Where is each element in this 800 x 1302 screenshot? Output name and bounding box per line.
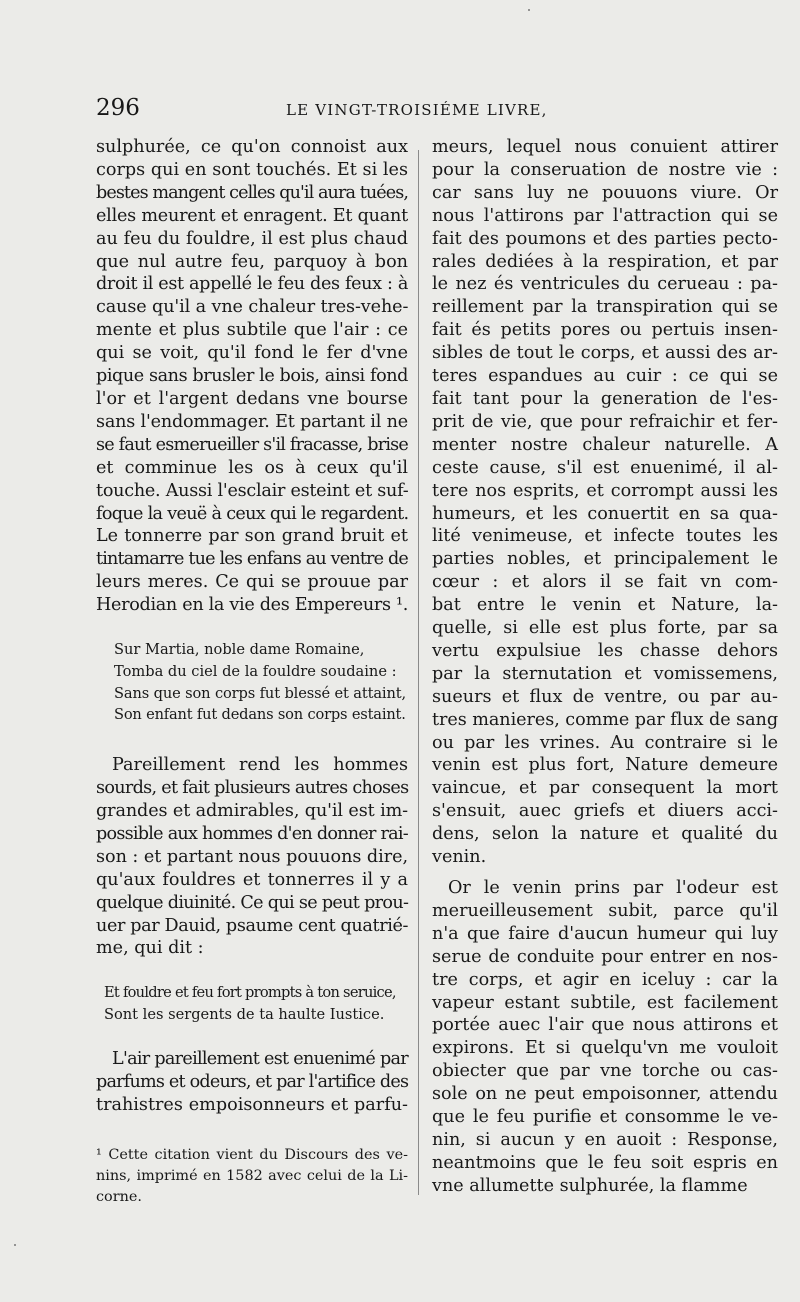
verse-line: Sur Martia, noble dame Romaine, [114,641,365,659]
text-line: elles meurent et enragent. Et quant [96,205,408,226]
footnote-line: corne. [96,1188,142,1205]
text-line: tres manieres, comme par flux de sang [432,709,779,730]
text-line: l'or et l'argent dedans vne bourse [96,388,408,409]
verse-line: Son enfant fut dedans son corps estaint. [114,706,406,724]
text-line: sueurs et flux de ventre, ou par au- [432,686,778,707]
text-line: car sans luy ne pouuons viure. Or [432,182,778,203]
text-line: lité venimeuse, et infecte toutes les [432,526,778,547]
text-line: qui se voit, qu'il fond le fer d'vne [96,343,408,364]
text-line: tere nos esprits, et corrompt aussi les [432,480,778,501]
verse-line: Sont les sergents de ta haulte Iustice. [104,1006,385,1024]
text-line: nous l'attirons par l'attraction qui se [432,205,778,226]
text-line: que le feu purifie et consomme le ve- [432,1107,778,1128]
text-line: venin est plus fort, Nature demeure [432,755,778,776]
text-line: vertu expulsiue les chasse dehors [432,640,778,661]
text-line: sole on ne peut empoisonner, attendu [432,1084,778,1105]
text-line: teres espandues au cuir : ce qui se [432,366,778,387]
text-line: Herodian en la vie des Empereurs ¹. [96,595,409,616]
left-paragraph-1 [96,136,408,617]
text-line: vne allumette sulphurée, la flamme [432,1175,748,1196]
text-line: vaincue, et par consequent la mort [432,778,778,799]
text-line: bat entre le venin et Nature, la- [432,595,778,616]
footnote-line: nins, imprimé en 1582 avec celui de la Li- [96,1167,408,1184]
text-line: au feu du fouldre, il est plus chaud [96,228,408,249]
text-line: dens, selon la nature et qualité du [432,824,778,845]
text-line: sibles de tout le corps, et aussi des ar- [432,343,778,364]
text-line: leurs meres. Ce qui se prouue par [96,572,408,593]
text-line: corps qui en sont touchés. Et si les [96,159,408,180]
text-line: ou par les vrines. Au contraire si le [432,732,778,753]
quoted-verse-psalm [104,982,408,1026]
text-line: me, qui dit : [96,938,204,959]
text-line: Or le venin prins par l'odeur est [448,878,778,898]
text-line: par la sternutation et vomissemens, [432,663,778,684]
text-line: pique sans brusler le bois, ainsi fond [96,366,408,387]
text-line: merueilleusement subit, parce qu'il [432,900,778,921]
page-number: 296 [96,95,140,121]
text-line: Pareillement rend les hommes [112,755,408,776]
footnote-line: ¹ Cette citation vient du Discours des ve- [96,1146,408,1163]
text-line: quelle, si elle est plus forte, par sa [432,618,778,639]
right-column [432,136,778,1198]
text-line: reillement par la transpiration qui se [432,297,778,318]
left-column [96,136,408,1208]
text-line: nin, si aucun y en auoit : Response, [432,1129,778,1150]
text-line: mente et plus subtile que l'air : ce [96,320,408,341]
text-line: sourds, et fait plusieurs autres choses [96,778,409,799]
text-line: qu'aux fouldres et tonnerres il y a [96,869,408,890]
right-paragraph-1 [432,136,778,869]
text-line: vapeur estant subtile, est facilement [432,992,778,1013]
text-line: L'air pareillement est enuenimé par [112,1048,408,1069]
text-line: et comminue les os à ceux qu'il [96,457,408,478]
text-line: obiecter que par vne torche ou cas- [432,1061,778,1082]
text-line: rales dediées à la respiration, et par [432,251,778,272]
text-line: sans l'endommager. Et partant il ne [96,411,408,432]
text-line: n'a que faire d'aucun humeur qui luy [432,923,778,944]
text-line: menter nostre chaleur naturelle. A [432,434,778,455]
text-line: pour la conseruation de nostre vie : [432,159,778,180]
text-line: foque la veuë à ceux qui le regardent. [96,503,409,524]
text-line: son : et partant nous pouuons dire, [96,846,409,867]
column-divider [418,150,419,1195]
text-line: uer par Dauid, psaume cent quatrié- [96,915,409,936]
text-line: sulphurée, ce qu'on connoist aux [96,137,408,157]
text-line: cause qu'il a vne chaleur tres-vehe- [96,297,409,318]
text-line: se faut esmerueiller s'il fracasse, brise [96,434,408,455]
text-line: trahistres empoisonneurs et parfu- [96,1094,408,1115]
paper-speck [14,1244,16,1246]
text-line: s'ensuit, auec griefs et diuers acci- [432,801,778,822]
text-line: quelque diuinité. Ce qui se peut prou- [96,892,409,913]
text-line: que nul autre feu, parquoy à bon [96,251,408,272]
text-line: possible aux hommes d'en donner rai- [96,823,408,844]
verse-line: Sans que son corps fut blessé et attaint, [114,684,407,702]
running-title: LE VINGT-TROISIÉME LIVRE, [286,101,548,119]
footnote [96,1145,408,1208]
text-line: humeurs, et les conuertit en sa qua- [432,503,778,524]
text-line: meurs, lequel nous conuient attirer [432,137,778,157]
text-line: parties nobles, et principalement le [432,549,778,570]
page-header [96,95,776,125]
text-line: fait des poumons et des parties pecto- [432,228,778,249]
text-line: ceste cause, s'il est enuenimé, il al- [432,457,778,478]
text-line: Le tonnerre par son grand bruit et [96,526,408,547]
verse-line: Tomba du ciel de la fouldre soudaine : [114,662,397,680]
text-line: prit de vie, que pour refraichir et fer- [432,411,778,432]
text-line: fait tant pour la generation de l'es- [432,388,778,409]
text-line: fait és petits pores ou pertuis insen- [432,320,778,341]
text-line: parfums et odeurs, et par l'artifice des [96,1071,409,1092]
text-line: cœur : et alors il se fait vn com- [432,572,778,593]
text-line: le nez és ventricules du cerueau : pa- [432,274,778,295]
text-line: bestes mangent celles qu'il aura tuées, [96,182,408,203]
text-line: portée auec l'air que nous attirons et [432,1015,778,1036]
text-line: venin. [432,847,487,868]
text-line: tre corps, et agir en iceluy : car la [432,969,778,990]
text-line: serue de conduite pour entrer en nos- [432,946,778,967]
quoted-verse-martia [114,639,408,726]
text-line: touche. Aussi l'esclair esteint et suf- [96,480,409,501]
text-line: grandes et admirables, qu'il est im- [96,801,408,822]
paper-speck [528,9,530,11]
text-line: droit il est appellé le feu des feux : à [96,274,408,295]
right-paragraph-2 [432,877,778,1198]
text-line: expirons. Et si quelqu'vn me vouloit [432,1038,778,1059]
left-paragraph-2 [96,754,408,960]
text-line: neantmoins que le feu soit espris en [432,1152,778,1173]
left-paragraph-3 [96,1048,408,1117]
text-line: tintamarre tue les enfans au ventre de [96,549,408,570]
verse-line: Et fouldre et feu fort prompts à ton seruice, [104,984,396,1002]
